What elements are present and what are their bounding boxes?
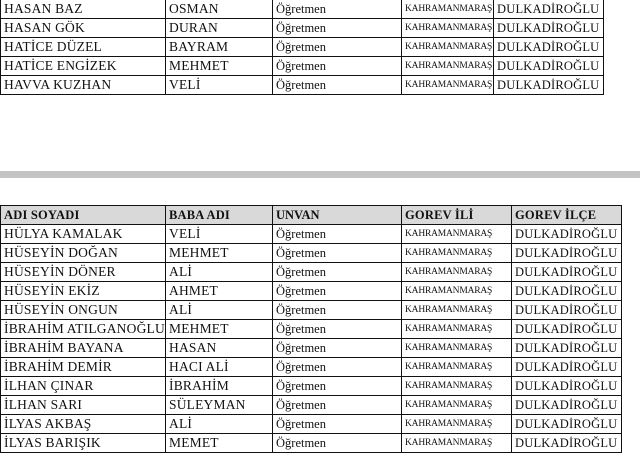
cell-district: DULKADİROĞLU [512, 415, 622, 434]
header-title: UNVAN [273, 206, 402, 225]
table-row [1, 396, 622, 415]
cell-district: DULKADİROĞLU [494, 76, 604, 95]
header-name: ADI SOYADI [1, 206, 166, 225]
teacher-table-bottom [0, 205, 622, 453]
cell-city: KAHRAMANMARAŞ [402, 76, 494, 95]
cell-district: DULKADİROĞLU [512, 396, 622, 415]
cell-city: KAHRAMANMARAŞ [402, 339, 512, 358]
cell-city: KAHRAMANMARAŞ [402, 19, 494, 38]
table-row [1, 320, 622, 339]
cell-city: KAHRAMANMARAŞ [402, 415, 512, 434]
cell-father-name: AHMET [166, 282, 273, 301]
cell-title: Öğretmen [273, 396, 402, 415]
cell-name: İBRAHİM DEMİR [1, 358, 166, 377]
cell-title: Öğretmen [273, 377, 402, 396]
header-district: GOREV İLÇE [512, 206, 622, 225]
cell-name: HATİCE ENGİZEK [1, 57, 166, 76]
cell-title: Öğretmen [273, 320, 402, 339]
cell-district: DULKADİROĞLU [494, 38, 604, 57]
header-father: BABA ADI [166, 206, 273, 225]
cell-district: DULKADİROĞLU [512, 225, 622, 244]
cell-father-name: HACI ALİ [166, 358, 273, 377]
cell-title: Öğretmen [273, 339, 402, 358]
table-row [1, 244, 622, 263]
cell-father-name: VELİ [166, 76, 273, 95]
table-row [1, 358, 622, 377]
cell-father-name: ALİ [166, 301, 273, 320]
cell-city: KAHRAMANMARAŞ [402, 434, 512, 453]
cell-city: KAHRAMANMARAŞ [402, 320, 512, 339]
cell-father-name: İBRAHİM [166, 377, 273, 396]
table-row [1, 263, 622, 282]
cell-district: DULKADİROĞLU [512, 244, 622, 263]
cell-district: DULKADİROĞLU [494, 19, 604, 38]
cell-district: DULKADİROĞLU [512, 434, 622, 453]
cell-city: KAHRAMANMARAŞ [402, 263, 512, 282]
page-separator [0, 171, 640, 178]
cell-name: İBRAHİM BAYANA [1, 339, 166, 358]
cell-father-name: MEHMET [166, 244, 273, 263]
cell-district: DULKADİROĞLU [494, 0, 604, 19]
cell-name: HÜLYA KAMALAK [1, 225, 166, 244]
cell-name: HÜSEYİN EKİZ [1, 282, 166, 301]
table-row [1, 434, 622, 453]
cell-father-name: MEMET [166, 434, 273, 453]
cell-father-name: MEHMET [166, 57, 273, 76]
cell-father-name: ALİ [166, 415, 273, 434]
teacher-table-top [0, 0, 604, 95]
cell-title: Öğretmen [273, 263, 402, 282]
cell-name: İLHAN SARI [1, 396, 166, 415]
cell-title: Öğretmen [273, 282, 402, 301]
cell-district: DULKADİROĞLU [512, 339, 622, 358]
cell-title: Öğretmen [273, 19, 402, 38]
cell-name: İLHAN ÇINAR [1, 377, 166, 396]
cell-city: KAHRAMANMARAŞ [402, 282, 512, 301]
cell-name: HÜSEYİN ONGUN [1, 301, 166, 320]
table-row [1, 19, 604, 38]
table-row [1, 0, 604, 19]
cell-name: HASAN BAZ [1, 0, 166, 19]
header-row [1, 206, 622, 225]
table-row [1, 339, 622, 358]
cell-district: DULKADİROĞLU [512, 263, 622, 282]
table-row [1, 225, 622, 244]
cell-name: HAVVA KUZHAN [1, 76, 166, 95]
cell-city: KAHRAMANMARAŞ [402, 358, 512, 377]
cell-title: Öğretmen [273, 244, 402, 263]
cell-father-name: VELİ [166, 225, 273, 244]
cell-father-name: MEHMET [166, 320, 273, 339]
cell-father-name: OSMAN [166, 0, 273, 19]
cell-name: İLYAS BARIŞIK [1, 434, 166, 453]
cell-city: KAHRAMANMARAŞ [402, 377, 512, 396]
cell-title: Öğretmen [273, 38, 402, 57]
cell-city: KAHRAMANMARAŞ [402, 244, 512, 263]
cell-title: Öğretmen [273, 57, 402, 76]
table-row [1, 415, 622, 434]
cell-district: DULKADİROĞLU [494, 57, 604, 76]
cell-name: HÜSEYİN DOĞAN [1, 244, 166, 263]
teacher-table-bottom-body [1, 225, 622, 453]
cell-district: DULKADİROĞLU [512, 282, 622, 301]
cell-city: KAHRAMANMARAŞ [402, 396, 512, 415]
cell-name: HATİCE DÜZEL [1, 38, 166, 57]
cell-city: KAHRAMANMARAŞ [402, 225, 512, 244]
table-row [1, 38, 604, 57]
cell-city: KAHRAMANMARAŞ [402, 0, 494, 19]
cell-title: Öğretmen [273, 0, 402, 19]
table-row [1, 301, 622, 320]
cell-city: KAHRAMANMARAŞ [402, 301, 512, 320]
header-city: GOREV İLİ [402, 206, 512, 225]
cell-father-name: HASAN [166, 339, 273, 358]
teacher-table-top-body [1, 0, 604, 95]
table-row [1, 377, 622, 396]
cell-father-name: DURAN [166, 19, 273, 38]
cell-city: KAHRAMANMARAŞ [402, 57, 494, 76]
cell-district: DULKADİROĞLU [512, 358, 622, 377]
cell-district: DULKADİROĞLU [512, 301, 622, 320]
cell-father-name: SÜLEYMAN [166, 396, 273, 415]
cell-title: Öğretmen [273, 225, 402, 244]
cell-title: Öğretmen [273, 415, 402, 434]
cell-district: DULKADİROĞLU [512, 320, 622, 339]
cell-title: Öğretmen [273, 76, 402, 95]
cell-father-name: BAYRAM [166, 38, 273, 57]
cell-title: Öğretmen [273, 358, 402, 377]
cell-name: İLYAS AKBAŞ [1, 415, 166, 434]
table-row [1, 76, 604, 95]
cell-city: KAHRAMANMARAŞ [402, 38, 494, 57]
cell-district: DULKADİROĞLU [512, 377, 622, 396]
cell-name: HÜSEYİN DÖNER [1, 263, 166, 282]
cell-title: Öğretmen [273, 434, 402, 453]
cell-name: İBRAHİM ATILGANOĞLU [1, 320, 166, 339]
cell-title: Öğretmen [273, 301, 402, 320]
table-row [1, 57, 604, 76]
table-row [1, 282, 622, 301]
cell-father-name: ALİ [166, 263, 273, 282]
cell-name: HASAN GÖK [1, 19, 166, 38]
